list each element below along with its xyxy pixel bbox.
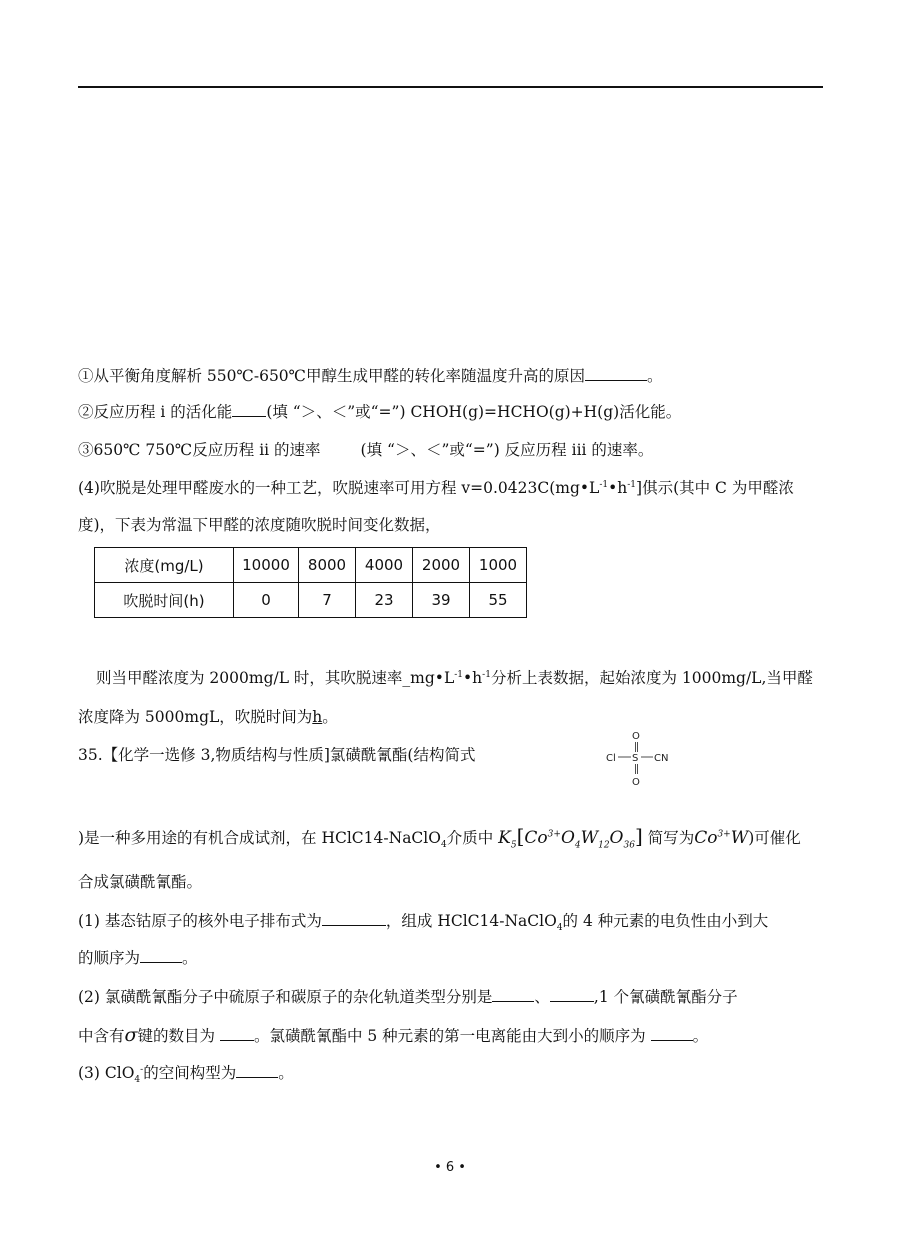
p2-text-a: (2) 氯磺酰氰酯分子中硫原子和碳原子的杂化轨道类型分别是 bbox=[78, 988, 493, 1006]
intro-text-c: 简写为 bbox=[647, 829, 695, 847]
q33-item2 bbox=[78, 401, 681, 423]
mol-cn: CN bbox=[654, 753, 669, 764]
catalyst-formula: $K_5[Co^{3+}O_4W_{12}O_{36}]$ bbox=[498, 824, 643, 851]
intro-text-b: 介质中 bbox=[446, 829, 494, 847]
table-cell: 4000 bbox=[356, 548, 413, 583]
followup-text-a: 则当甲醛浓度为 2000mg/L 时，其吹脱速率_mg•L bbox=[96, 669, 455, 687]
answer-blank[interactable] bbox=[651, 1026, 693, 1041]
p3-sup: - bbox=[140, 1064, 144, 1075]
p3-end: 。 bbox=[278, 1064, 294, 1082]
table-header-cell: 吹脱时间(h) bbox=[95, 583, 234, 618]
part4-text-a: (4)吹脱是处理甲醛废水的一种工艺，吹脱速率可用方程 v=0.0423C(mg•L bbox=[78, 479, 600, 497]
mol-o-bottom: O bbox=[632, 777, 640, 788]
intro-text-a: )是一种多用途的有机合成试剂，在 HClC14-NaClO bbox=[78, 829, 441, 847]
answer-blank[interactable] bbox=[492, 987, 534, 1002]
p3-text-a: (3) ClO bbox=[78, 1064, 135, 1082]
header-rule bbox=[78, 86, 823, 88]
p2-line2-c: 。氯磺酰氰酯中 5 种元素的第一电离能由大到小的顺序为 bbox=[253, 1027, 646, 1045]
followup-text-b: •h bbox=[463, 669, 483, 687]
table-header-cell: 浓度(mg/L) bbox=[95, 548, 234, 583]
p2-sep: 、 bbox=[534, 988, 550, 1006]
formula-k: K bbox=[498, 828, 511, 848]
q33-item3 bbox=[78, 439, 653, 461]
q33-part4-line1: (4)吹脱是处理甲醛废水的一种工艺，吹脱速率可用方程 $v=0.0423C(mg•L^{-1}•h^{-1}]$倛示(其中 C 为甲醛浓 bbox=[78, 479, 794, 497]
short-w: W bbox=[730, 828, 749, 848]
q35-p2-line2 bbox=[78, 1024, 708, 1047]
formula-co: Co bbox=[524, 828, 548, 848]
table-row bbox=[95, 583, 527, 618]
q33-item3-suffix: (填 “＞、＜”或“=”) 反应历程 iii 的速率。 bbox=[360, 441, 654, 459]
answer-blank[interactable] bbox=[585, 366, 647, 381]
followup2-text-a: 浓度降为 5000mgL，吹脱时间为 bbox=[78, 708, 313, 726]
intro-sub: 4 bbox=[440, 840, 447, 851]
p1-text-c: 的 4 种元素的电负性由小到大 bbox=[562, 912, 769, 930]
q35-p3 bbox=[78, 1062, 294, 1084]
q33-followup-line1 bbox=[96, 667, 813, 689]
p2-line2-a: 中含有 bbox=[78, 1027, 125, 1045]
answer-blank[interactable] bbox=[232, 402, 266, 417]
table-cell: 2000 bbox=[413, 548, 470, 583]
q35-p1-line1 bbox=[78, 910, 768, 932]
part4-text-c: ]倛示(其中 C 为甲醛浓 bbox=[636, 479, 794, 497]
part4-sup2: -1 bbox=[627, 479, 637, 490]
table-cell: 1000 bbox=[470, 548, 527, 583]
formula-k-sub: 5 bbox=[510, 840, 517, 851]
table-cell: 8000 bbox=[299, 548, 356, 583]
sigma-symbol: σ bbox=[124, 1024, 138, 1046]
p3-text-b: 的空间构型为 bbox=[143, 1064, 237, 1082]
q33-item1 bbox=[78, 365, 663, 387]
p1-line2-end: 。 bbox=[182, 949, 198, 967]
p1-line2-text: 的顺序为 bbox=[78, 949, 141, 967]
q35-title: 35.【化学一选修 3,物质结构与性质]氯磺酰氰酯(结构简式 bbox=[78, 746, 476, 764]
table-cell: 0 bbox=[234, 583, 299, 618]
followup-sup2: -1 bbox=[482, 669, 491, 680]
formula-o2: O bbox=[609, 828, 624, 848]
table-cell: 23 bbox=[356, 583, 413, 618]
answer-blank[interactable] bbox=[140, 948, 182, 963]
q33-part4-line2: 度)，下表为常温下甲醛的浓度随吹脱时间变化数据， bbox=[78, 516, 441, 534]
table-cell: 55 bbox=[470, 583, 527, 618]
followup2-end: 。 bbox=[322, 708, 338, 726]
q35-intro-line2: 合成氯磺酰氰酯。 bbox=[78, 873, 203, 891]
formula-w: W bbox=[580, 828, 599, 848]
p1-text-a: (1) 基态钴原子的核外电子排布式为 bbox=[78, 912, 322, 930]
q33-item2-text: ②反应历程 i 的活化能 bbox=[78, 403, 233, 421]
followup-sup1: -1 bbox=[454, 669, 464, 680]
mol-s: S bbox=[632, 753, 639, 764]
intro-text-d: )可催化 bbox=[748, 829, 801, 847]
p2-line2-end: 。 bbox=[692, 1027, 709, 1045]
followup2-unit: h bbox=[312, 708, 323, 726]
q33-item3-text: ③650℃ 750℃反应历程 ii 的速率 bbox=[78, 441, 321, 459]
q35-p1-line2 bbox=[78, 947, 198, 969]
q33-item1-suffix: 。 bbox=[647, 367, 663, 385]
p1-text-b: ，组成 HClC14-NaClO bbox=[385, 912, 557, 930]
p3-sub: 4 bbox=[134, 1075, 141, 1086]
answer-blank[interactable] bbox=[236, 1063, 278, 1078]
concentration-table bbox=[94, 547, 527, 618]
q33-item2-suffix: (填 “＞、＜”或“=”) CHOH(g)=HCHO(g)+H(g)活化能。 bbox=[266, 403, 682, 421]
page-number: • 6 • bbox=[434, 1160, 466, 1175]
p2-text-b: ,1 个氰磺酰氰酯分子 bbox=[593, 988, 738, 1006]
q35-p2-line1 bbox=[78, 986, 738, 1008]
part4-text-b: h bbox=[617, 479, 628, 497]
followup-text-c: 分析上表数据，起始浓度为 1000mg/L,当甲醛 bbox=[490, 669, 813, 687]
table-cell: 39 bbox=[413, 583, 470, 618]
part4-sup1: -1 bbox=[599, 479, 609, 490]
short-formula bbox=[694, 828, 748, 848]
p1-sub: 4 bbox=[556, 923, 563, 934]
short-co-sup: 3+ bbox=[717, 829, 731, 840]
formula-o2-sub: 36 bbox=[623, 840, 635, 851]
p2-line2-b: 键的数目为 bbox=[137, 1027, 216, 1045]
short-co: Co bbox=[694, 828, 718, 848]
chlorosulfonyl-cyanide-structure bbox=[606, 730, 696, 810]
table-row bbox=[95, 548, 527, 583]
formula-o: O bbox=[560, 828, 575, 848]
q33-item1-text: ①从平衡角度解析 550℃-650℃甲醇生成甲醛的转化率随温度升高的原因 bbox=[78, 367, 586, 385]
mol-o-top: O bbox=[632, 731, 640, 742]
formula-co-sup: 3+ bbox=[547, 829, 561, 840]
answer-blank[interactable] bbox=[322, 911, 386, 926]
answer-blank[interactable] bbox=[220, 1026, 254, 1041]
formula-o-sub: 4 bbox=[574, 840, 581, 851]
formula-w-sub: 12 bbox=[598, 840, 610, 851]
mol-cl: Cl bbox=[606, 753, 616, 764]
answer-blank[interactable] bbox=[550, 987, 594, 1002]
q35-intro-line1 bbox=[78, 825, 801, 849]
table-cell: 10000 bbox=[234, 548, 299, 583]
q33-followup-line2 bbox=[78, 706, 338, 728]
table-cell: 7 bbox=[299, 583, 356, 618]
